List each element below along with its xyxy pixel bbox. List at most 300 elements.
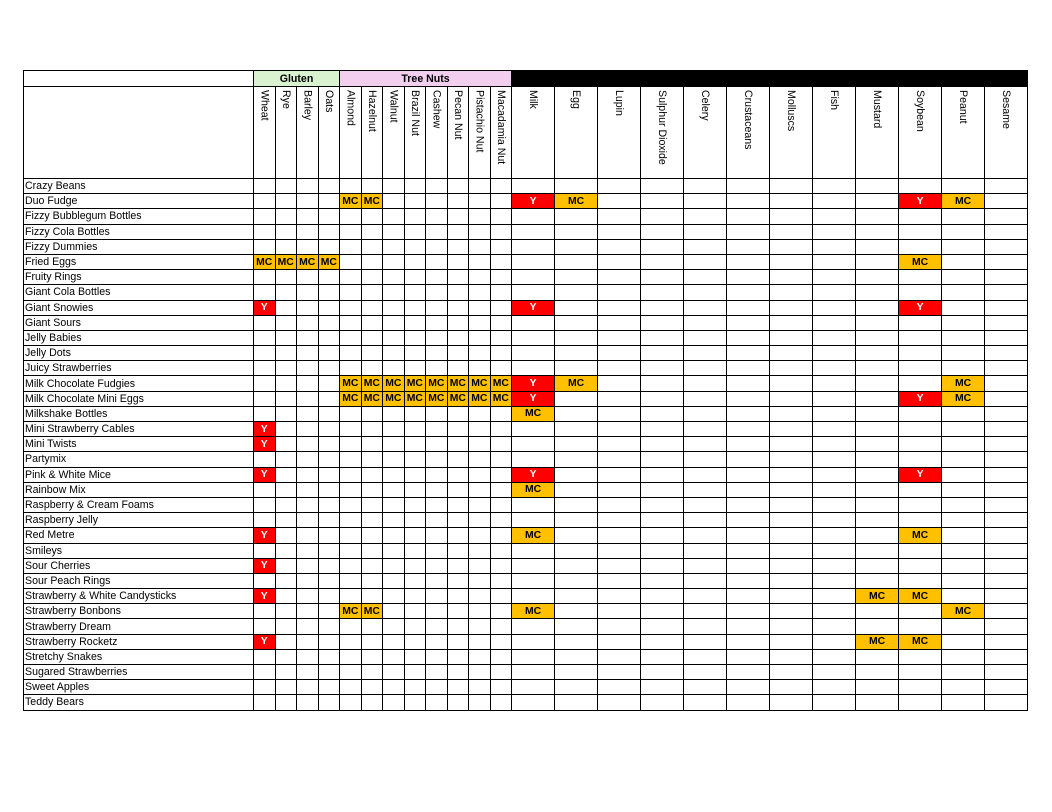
allergen-cell [297,634,319,649]
allergen-cell [404,573,426,588]
allergen-cell: MC [404,391,426,406]
allergen-cell [447,497,469,512]
allergen-cell: MC [447,391,469,406]
allergen-cell [985,315,1028,330]
allergen-cell: Y [254,467,276,482]
product-name: Strawberry Dream [24,619,254,634]
allergen-cell [770,209,813,224]
allergen-cell [297,179,319,194]
table-row [24,543,1028,558]
allergen-cell [598,270,641,285]
allergen-cell [813,376,856,391]
allergen-cell [598,482,641,497]
allergen-cell [297,619,319,634]
allergen-cell [856,391,899,406]
allergen-cell [770,543,813,558]
allergen-cell [383,254,405,269]
allergen-cell [813,406,856,421]
allergen-cell [404,194,426,209]
allergen-cell [275,573,297,588]
allergen-cell [490,513,512,528]
allergen-cell [985,300,1028,315]
allergen-cell [469,300,491,315]
allergen-cell [512,497,555,512]
product-name: Stretchy Snakes [24,649,254,664]
allergen-cell: Y [512,300,555,315]
allergen-cell [641,482,684,497]
allergen-cell [361,209,383,224]
allergen-cell [985,437,1028,452]
group-header-cell: Gluten [254,71,340,87]
allergen-cell [447,452,469,467]
allergen-cell [899,285,942,300]
allergen-cell [985,543,1028,558]
allergen-cell [404,224,426,239]
allergen-cell [942,589,985,604]
allergen-cell [512,224,555,239]
allergen-cell [469,239,491,254]
allergen-cell [684,452,727,467]
allergen-cell [598,649,641,664]
allergen-cell [340,330,362,345]
allergen-cell [856,422,899,437]
allergen-cell [598,254,641,269]
product-name: Milkshake Bottles [24,406,254,421]
allergen-cell [555,361,598,376]
allergen-cell [856,528,899,543]
allergen-cell [447,513,469,528]
allergen-cell [899,376,942,391]
allergen-cell [899,452,942,467]
allergen-cell [447,406,469,421]
allergen-cell [426,437,448,452]
allergen-cell [297,513,319,528]
allergen-cell [727,224,770,239]
product-name: Giant Sours [24,315,254,330]
allergen-cell [426,482,448,497]
allergen-cell [684,619,727,634]
allergen-cell [275,437,297,452]
column-header [899,87,942,179]
allergen-cell [275,239,297,254]
allergen-cell [555,346,598,361]
allergen-cell [641,619,684,634]
allergen-cell [318,695,340,710]
allergen-cell [490,634,512,649]
allergen-cell [383,680,405,695]
allergen-cell [426,361,448,376]
allergen-cell [490,649,512,664]
table-row [24,361,1028,376]
allergen-table [23,70,1028,711]
product-name: Strawberry Bonbons [24,604,254,619]
allergen-cell [490,239,512,254]
allergen-cell [254,695,276,710]
allergen-cell [856,437,899,452]
allergen-cell [426,573,448,588]
allergen-cell [275,406,297,421]
allergen-cell [856,695,899,710]
allergen-cell [426,497,448,512]
allergen-cell [985,589,1028,604]
allergen-cell [856,179,899,194]
allergen-cell [426,467,448,482]
allergen-cell [856,513,899,528]
allergen-cell [361,680,383,695]
allergen-cell [297,285,319,300]
allergen-cell [361,452,383,467]
allergen-cell [469,270,491,285]
allergen-cell [404,300,426,315]
allergen-cell [942,558,985,573]
allergen-cell [297,300,319,315]
allergen-cell [340,406,362,421]
allergen-cell [985,528,1028,543]
allergen-cell [770,361,813,376]
table-row [24,437,1028,452]
allergen-cell [641,665,684,680]
allergen-cell [426,634,448,649]
allergen-cell [318,497,340,512]
allergen-cell [340,209,362,224]
product-name: Giant Cola Bottles [24,285,254,300]
allergen-cell [985,194,1028,209]
allergen-cell [942,513,985,528]
allergen-cell [297,239,319,254]
allergen-cell [469,649,491,664]
column-header [426,87,448,179]
allergen-cell [383,224,405,239]
allergen-cell [770,300,813,315]
allergen-cell [404,528,426,543]
allergen-cell [813,573,856,588]
allergen-cell [856,619,899,634]
allergen-cell [275,391,297,406]
allergen-cell: MC [899,528,942,543]
allergen-cell [770,452,813,467]
product-name: Sour Peach Rings [24,573,254,588]
product-name: Raspberry & Cream Foams [24,497,254,512]
column-header-label: Fish [828,90,841,111]
allergen-cell [469,346,491,361]
allergen-cell [985,558,1028,573]
allergen-cell [727,482,770,497]
allergen-cell: MC [512,482,555,497]
allergen-cell [469,573,491,588]
allergen-cell [340,528,362,543]
allergen-cell [490,209,512,224]
allergen-cell [684,300,727,315]
allergen-cell [340,695,362,710]
allergen-cell: Y [254,422,276,437]
allergen-cell [641,437,684,452]
allergen-cell [447,330,469,345]
allergen-cell [598,224,641,239]
allergen-cell [856,224,899,239]
allergen-cell [447,695,469,710]
allergen-cell [404,346,426,361]
allergen-cell [555,330,598,345]
allergen-cell [469,604,491,619]
allergen-cell [426,422,448,437]
allergen-cell [275,361,297,376]
allergen-cell [598,300,641,315]
allergen-cell [512,665,555,680]
allergen-cell [318,573,340,588]
table-row [24,209,1028,224]
allergen-cell [361,422,383,437]
allergen-cell [684,589,727,604]
allergen-cell [641,589,684,604]
allergen-cell [813,285,856,300]
allergen-cell [275,346,297,361]
allergen-cell [813,300,856,315]
allergen-cell [770,695,813,710]
allergen-cell [555,482,598,497]
allergen-cell [340,680,362,695]
allergen-cell [490,665,512,680]
allergen-cell [383,179,405,194]
allergen-cell [404,437,426,452]
allergen-cell [490,497,512,512]
table-row [24,528,1028,543]
allergen-cell [727,254,770,269]
column-header-label: Cashew [430,90,443,129]
allergen-cell [770,285,813,300]
allergen-cell [512,330,555,345]
product-name: Jelly Dots [24,346,254,361]
allergen-cell [684,695,727,710]
allergen-cell [404,680,426,695]
allergen-cell [598,497,641,512]
allergen-cell [297,589,319,604]
allergen-cell [490,558,512,573]
table-row [24,680,1028,695]
allergen-cell [512,179,555,194]
allergen-cell [641,406,684,421]
table-row [24,513,1028,528]
allergen-cell [254,330,276,345]
allergen-cell [856,558,899,573]
allergen-cell [340,543,362,558]
allergen-cell [404,604,426,619]
product-name: Juicy Strawberries [24,361,254,376]
allergen-cell [899,543,942,558]
allergen-cell [598,695,641,710]
allergen-cell [727,346,770,361]
allergen-cell [942,482,985,497]
allergen-cell [942,543,985,558]
allergen-cell [447,665,469,680]
allergen-cell [361,315,383,330]
allergen-cell [404,513,426,528]
table-row [24,346,1028,361]
allergen-cell [641,649,684,664]
allergen-cell [985,634,1028,649]
allergen-cell [426,543,448,558]
allergen-cell [899,619,942,634]
allergen-cell [254,649,276,664]
allergen-cell [512,543,555,558]
product-name: Rainbow Mix [24,482,254,497]
column-header-label: Macadamia Nut [494,90,507,165]
allergen-cell [770,513,813,528]
allergen-cell: Y [899,300,942,315]
allergen-cell [297,665,319,680]
column-header [684,87,727,179]
product-name: Teddy Bears [24,695,254,710]
allergen-cell [727,179,770,194]
allergen-cell [684,573,727,588]
allergen-cell [555,300,598,315]
allergen-cell [813,619,856,634]
column-header-row [24,87,1028,179]
allergen-cell [598,437,641,452]
allergen-cell: MC [361,391,383,406]
table-row [24,589,1028,604]
allergen-cell [490,285,512,300]
table-row [24,270,1028,285]
allergen-cell [447,558,469,573]
allergen-cell [404,558,426,573]
allergen-cell [318,665,340,680]
allergen-cell [340,634,362,649]
allergen-cell [899,239,942,254]
allergen-cell [899,558,942,573]
allergen-cell: Y [512,194,555,209]
allergen-cell [727,330,770,345]
allergen-cell [469,437,491,452]
product-name: Strawberry & White Candysticks [24,589,254,604]
allergen-cell [340,558,362,573]
allergen-cell [598,573,641,588]
column-header [856,87,899,179]
allergen-cell [899,649,942,664]
allergen-cell [899,346,942,361]
allergen-cell [641,528,684,543]
allergen-cell [770,665,813,680]
allergen-cell [899,422,942,437]
allergen-cell [340,179,362,194]
column-header [942,87,985,179]
allergen-cell [275,604,297,619]
table-row [24,497,1028,512]
product-name: Red Metre [24,528,254,543]
allergen-cell [275,209,297,224]
allergen-cell [426,406,448,421]
allergen-cell [727,558,770,573]
allergen-cell [942,695,985,710]
allergen-cell [684,467,727,482]
allergen-cell [404,467,426,482]
group-header-cell [512,71,1028,87]
allergen-cell [426,239,448,254]
allergen-cell [512,254,555,269]
allergen-cell: MC [942,391,985,406]
allergen-cell [490,543,512,558]
allergen-cell [426,209,448,224]
allergen-cell [684,543,727,558]
allergen-cell [490,452,512,467]
allergen-cell [404,665,426,680]
allergen-cell [275,589,297,604]
group-header-cell: Tree Nuts [340,71,512,87]
allergen-cell [856,665,899,680]
column-header-label: Milk [527,90,540,109]
allergen-cell: MC [856,634,899,649]
allergen-cell [361,346,383,361]
allergen-cell [899,513,942,528]
allergen-cell [899,315,942,330]
table-row [24,285,1028,300]
allergen-cell [770,497,813,512]
allergen-cell [942,179,985,194]
allergen-cell [340,573,362,588]
allergen-cell [275,558,297,573]
allergen-cell [340,665,362,680]
allergen-cell [555,224,598,239]
allergen-cell [555,665,598,680]
allergen-cell [555,452,598,467]
product-name: Milk Chocolate Mini Eggs [24,391,254,406]
product-name: Sour Cherries [24,558,254,573]
allergen-cell [275,300,297,315]
allergen-cell [684,224,727,239]
allergen-cell [383,300,405,315]
allergen-cell [426,194,448,209]
allergen-cell [254,543,276,558]
allergen-cell [254,619,276,634]
allergen-cell [985,619,1028,634]
table-row [24,315,1028,330]
allergen-cell [447,209,469,224]
allergen-cell [684,346,727,361]
allergen-cell [490,361,512,376]
allergen-cell [555,573,598,588]
allergen-cell [813,422,856,437]
allergen-cell [361,665,383,680]
allergen-cell [404,543,426,558]
allergen-cell [297,194,319,209]
allergen-cell [318,467,340,482]
allergen-cell [684,406,727,421]
allergen-cell [942,619,985,634]
allergen-cell: MC [512,528,555,543]
allergen-cell [684,209,727,224]
allergen-cell [275,285,297,300]
allergen-cell [856,270,899,285]
allergen-cell [555,270,598,285]
allergen-cell [942,649,985,664]
allergen-cell [942,224,985,239]
allergen-cell [770,437,813,452]
allergen-cell [856,452,899,467]
allergen-cell [942,665,985,680]
allergen-cell [361,239,383,254]
allergen-cell [512,315,555,330]
allergen-cell [770,346,813,361]
allergen-cell [340,285,362,300]
allergen-cell [555,513,598,528]
allergen-cell [340,346,362,361]
allergen-cell [641,543,684,558]
allergen-cell [727,285,770,300]
allergen-cell [254,406,276,421]
allergen-cell [856,209,899,224]
allergen-cell [684,649,727,664]
allergen-cell [684,680,727,695]
column-header-label: Soybean [914,90,927,132]
